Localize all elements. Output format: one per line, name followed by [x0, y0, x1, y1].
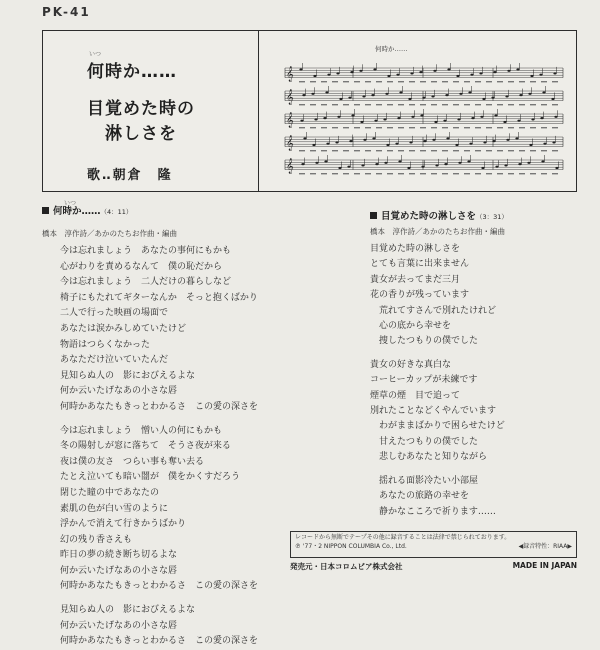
- lyric-line: 捜したつもりの僕でした: [370, 336, 479, 347]
- lyric-line: 静かなこころで祈ります……: [370, 506, 496, 517]
- recording-notice: レコードから無断でテープその他に録音することは法律で禁じられております。: [295, 534, 511, 541]
- song1-heading: [42, 203, 132, 217]
- title-panel: [42, 30, 577, 192]
- singer-credit: 歌‥朝倉 隆: [87, 168, 173, 183]
- sheet-music: [273, 36, 570, 186]
- made-in-label: MADE IN JAPAN: [512, 561, 577, 570]
- copyright-line: ℗ '77・2 NIPPON COLUMBIA Co., Ltd.: [295, 543, 407, 550]
- music-staff: [285, 155, 563, 174]
- lyric-line: 何か云いたげなあの小さな唇: [60, 565, 178, 576]
- lyric-line: 何時かあなたもきっとわかるさ この愛の深さを: [60, 636, 259, 647]
- song2-title: 目覚めた時の淋しさを: [381, 211, 477, 222]
- song2-lyrics: [370, 242, 505, 520]
- lyric-line: 何か云いたげなあの小さな唇: [60, 620, 178, 631]
- lyric-line: 煙草の煙 目で追って: [370, 390, 461, 401]
- song2-duration: （3：31）: [476, 213, 508, 221]
- lyric-line: 荒れてすさんで別れたけれど: [370, 305, 497, 316]
- lyric-line: 見知らぬ人の 影におびえるよな: [60, 605, 196, 616]
- song1-title: 何時か……: [53, 206, 101, 217]
- lyric-line: 花の香りが残っています: [370, 290, 470, 301]
- lyric-line: 別れたことなどくやんでいます: [370, 406, 497, 417]
- song-title-2-line2: 淋しさを: [105, 124, 177, 144]
- stanza-gap: [370, 350, 505, 358]
- lyric-line: 閉じた瞳の中であなたの: [60, 487, 160, 498]
- lyric-line: 二人で行った映画の場面で: [60, 308, 169, 319]
- lyric-line: あなただけ泣いていたんだ: [60, 355, 169, 366]
- lyric-line: 甘えたつもりの僕でした: [370, 436, 479, 447]
- svg-text:𝄞: 𝄞: [286, 67, 294, 82]
- lyric-line: 夜は僕の友さ つらい事も奪い去る: [60, 456, 205, 467]
- lyric-line: 心の底から幸せを: [370, 321, 452, 332]
- lyric-line: 昨日の夢の続き断ち切るよな: [60, 550, 178, 561]
- lyric-line: 物語はつらくなかった: [60, 339, 151, 350]
- copyright-notice-box: [290, 531, 577, 558]
- lyric-line: わがままばかりで困らせたけど: [370, 421, 505, 432]
- lyric-line: とても言葉に出来ません: [370, 259, 470, 270]
- catalog-number: PK-41: [42, 5, 91, 19]
- lyric-line: 冬の陽射しが窓に落ちて そうさ夜が来る: [60, 441, 231, 452]
- stanza-gap: [60, 595, 258, 603]
- publisher-line: [290, 561, 577, 572]
- lyric-line: あなたの旅路の幸せを: [370, 491, 470, 502]
- square-bullet-icon: [370, 212, 377, 219]
- lyric-line: 今は忘れましょう あなたの事何にもかも: [60, 246, 232, 256]
- lyric-line: 今は忘れましょう 憎い人の何にもかも: [60, 425, 223, 436]
- music-staff: [285, 63, 563, 82]
- lyric-line: 貴女が去ってまだ三月: [370, 274, 461, 285]
- lyric-line: たとえ泣いても暗い闇が 僕をかくすだろう: [60, 472, 241, 483]
- lyric-line: 心がわりを責めるなんて 僕の恥だから: [60, 261, 223, 272]
- lyric-line: 素肌の色が白い雪のように: [60, 503, 169, 514]
- music-staff: [285, 132, 563, 151]
- lyric-line: 何か云いたげなあの小さな唇: [60, 386, 178, 397]
- svg-text:𝄞: 𝄞: [286, 136, 294, 151]
- song-title-1: 何時か……: [87, 62, 177, 82]
- song1-credit: 橋本 淳作詩／あかのたちお作曲・編曲: [42, 229, 177, 238]
- square-bullet-icon: [42, 207, 49, 214]
- publisher-name: 発売元・日本コロムビア株式会社: [290, 562, 403, 571]
- lyric-line: 今は忘れましょう 二人だけの暮らしなど: [60, 277, 232, 288]
- song1-lyrics: [60, 244, 258, 650]
- lyric-line: あなたは涙かみしめていたけど: [60, 323, 187, 334]
- song2-credit: 橋本 淳作詩／あかのたちお作曲・編曲: [370, 227, 505, 236]
- svg-text:𝄞: 𝄞: [286, 113, 294, 128]
- stanza-gap: [370, 466, 505, 474]
- lyric-line: 浮かんで消えて行きかうばかり: [60, 519, 187, 530]
- song2-heading: [370, 208, 508, 222]
- music-staves: [273, 36, 570, 186]
- music-staff: [285, 109, 563, 128]
- music-staff: [285, 86, 563, 105]
- riaa-label: ◀録音特性：RIAA▶: [518, 543, 572, 550]
- lyric-line: 何時かあなたもきっとわかるさ この愛の深さを: [60, 401, 259, 412]
- lyric-line: 貴女の好きな真白な: [370, 359, 452, 370]
- lyric-line: 見知らぬ人の 影におびえるよな: [60, 370, 196, 381]
- song1-duration: （4：11）: [100, 208, 133, 216]
- panel-divider: [258, 31, 259, 191]
- lyric-line: 何時かあなたもきっとわかるさ この愛の深さを: [60, 581, 259, 592]
- lyric-line: 目覚めた時の淋しさを: [370, 244, 461, 254]
- lyric-line: コーヒーカップが未練です: [370, 375, 478, 386]
- svg-text:𝄞: 𝄞: [286, 90, 294, 105]
- lyric-line: 揺れる面影冷たい小部屋: [370, 475, 479, 486]
- song-title-2-line1: 目覚めた時の: [87, 99, 195, 119]
- title1-ruby: いつ: [89, 51, 102, 58]
- sheet-music-title: 何時か……: [375, 45, 408, 53]
- lyric-line: 幻の残り香さえも: [60, 534, 133, 545]
- svg-text:𝄞: 𝄞: [286, 159, 294, 174]
- song1-ruby: いつ: [64, 200, 77, 207]
- lyric-line: 椅子にもたれてギターなんか そっと抱くばかり: [60, 292, 258, 303]
- lyric-line: 悲しむあなたと知りながら: [370, 452, 488, 463]
- stanza-gap: [60, 416, 258, 424]
